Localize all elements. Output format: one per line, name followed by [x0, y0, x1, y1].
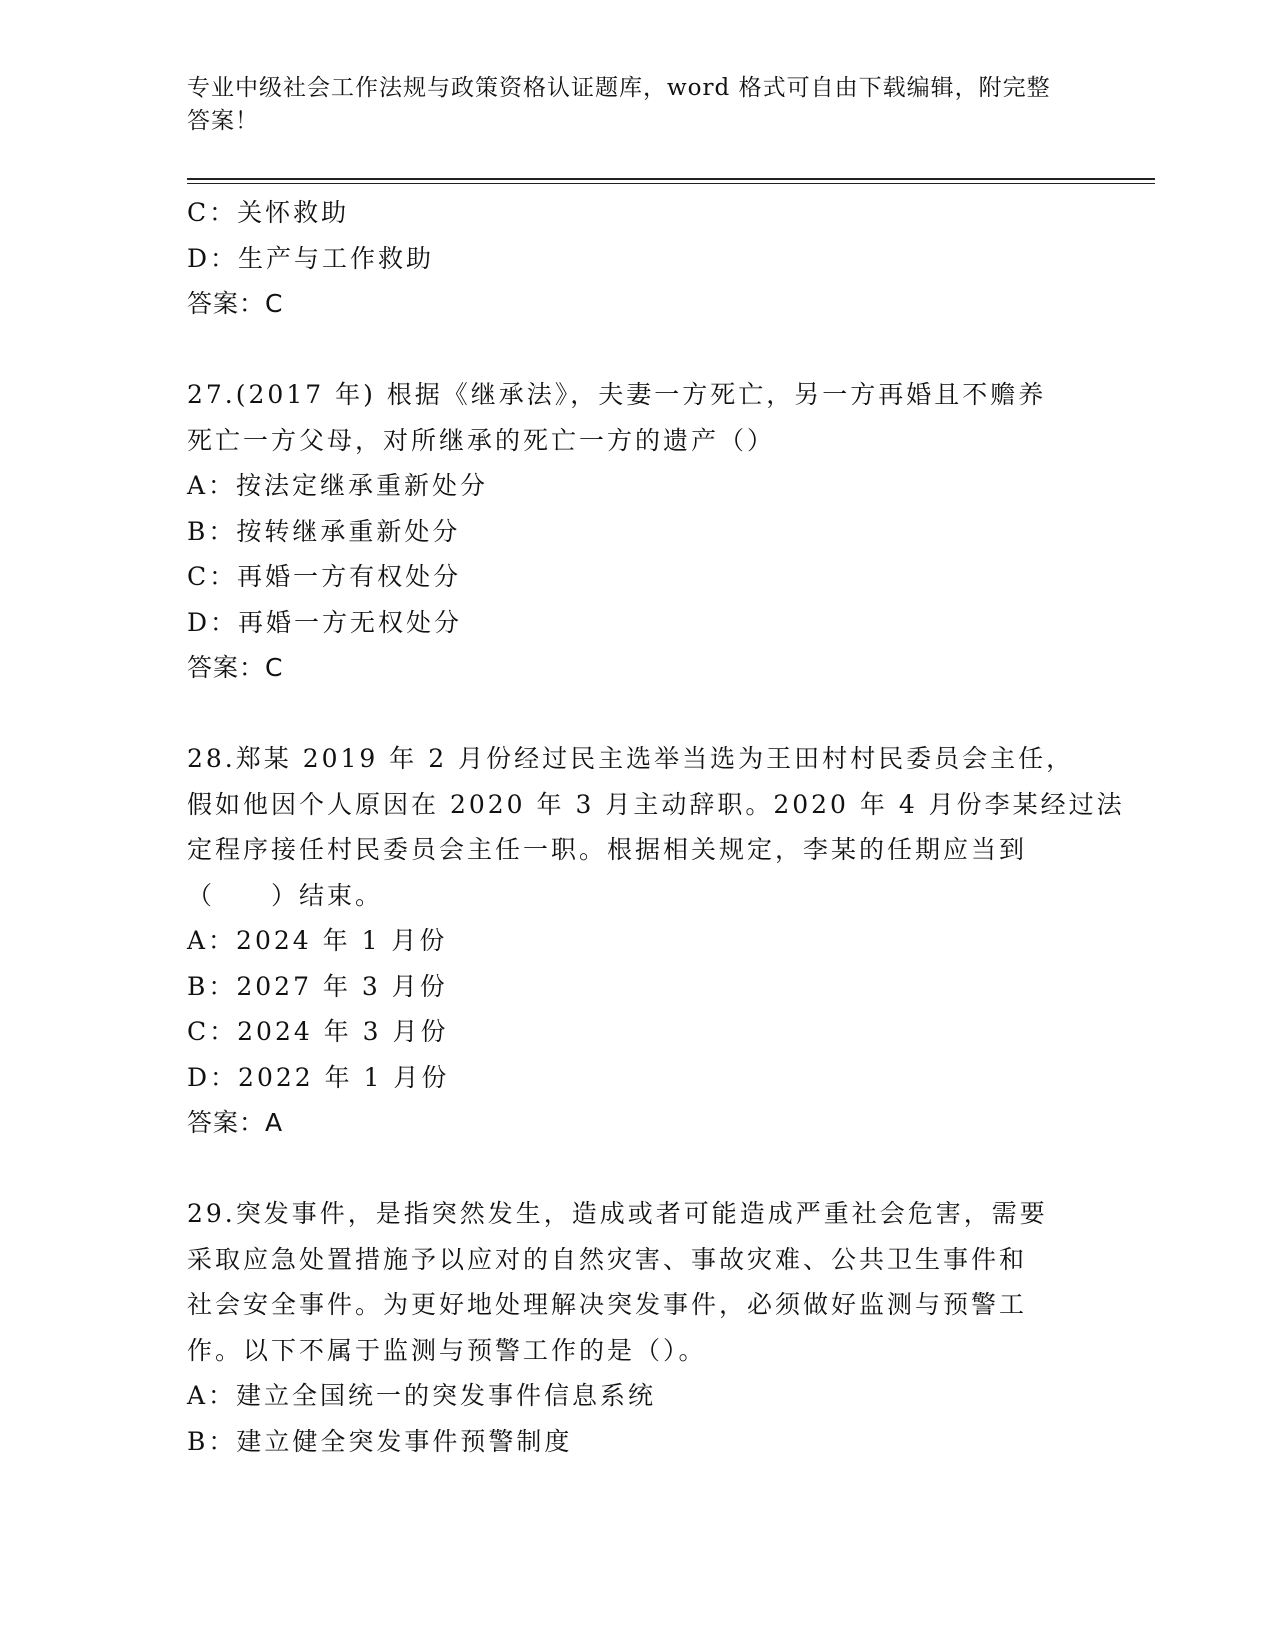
document-header: 专业中级社会工作法规与政策资格认证题库，word 格式可自由下载编辑，附完整答案！ [187, 75, 1051, 134]
option-line: D：再婚一方无权处分 [187, 607, 463, 637]
question-line: 29.突发事件，是指突然发生，造成或者可能造成严重社会危害，需要 [187, 1199, 1048, 1228]
question-line: 死亡一方父母，对所继承的死亡一方的遗产（） [187, 425, 776, 455]
question-line: 27.(2017 年) 根据《继承法》，夫妻一方死亡，另一方再婚且不赡养 [187, 380, 1047, 409]
spacer [187, 691, 1087, 737]
question-line: 定程序接任村民委员会主任一职。根据相关规定，李某的任期应当到 [187, 835, 1028, 864]
question-line: 假如他因个人原因在 2020 年 3 月主动辞职。2020 年 4 月份李某经过法 [187, 789, 1125, 819]
question-line: 28.郑某 2019 年 2 月份经过民主选举当选为王田村村民委员会主任， [187, 744, 1075, 773]
option-line: D：生产与工作救助 [187, 243, 435, 273]
option-line: C：再婚一方有权处分 [187, 562, 462, 591]
option-line: B：按转继承重新处分 [187, 516, 461, 546]
option-line: D：2022 年 1 月份 [187, 1062, 450, 1092]
option-line: C：2024 年 3 月份 [187, 1017, 449, 1046]
answer-line: 答案：C [187, 289, 284, 318]
option-line: A：2024 年 1 月份 [187, 926, 448, 955]
spacer [187, 327, 1087, 373]
option-line: B：建立健全突发事件预警制度 [187, 1426, 573, 1456]
question-line: 采取应急处置措施予以应对的自然灾害、事故灾难、公共卫生事件和 [187, 1244, 1028, 1274]
header-rule-thick [187, 178, 1155, 180]
answer-line: 答案：A [187, 1108, 284, 1137]
option-line: C：关怀救助 [187, 198, 350, 227]
option-line: B：2027 年 3 月份 [187, 971, 448, 1001]
question-line: 社会安全事件。为更好地处理解决突发事件，必须做好监测与预警工 [187, 1290, 1028, 1319]
question-line: 作。以下不属于监测与预警工作的是（）。 [187, 1335, 707, 1365]
spacer [187, 1146, 1087, 1192]
header-rule-thin [187, 183, 1155, 184]
option-line: A：按法定继承重新处分 [187, 471, 489, 500]
answer-line: 答案：C [187, 653, 284, 682]
option-line: A：建立全国统一的突发事件信息系统 [187, 1381, 657, 1410]
question-content [187, 190, 1125, 1464]
question-line: （ ）结束。 [187, 880, 384, 910]
